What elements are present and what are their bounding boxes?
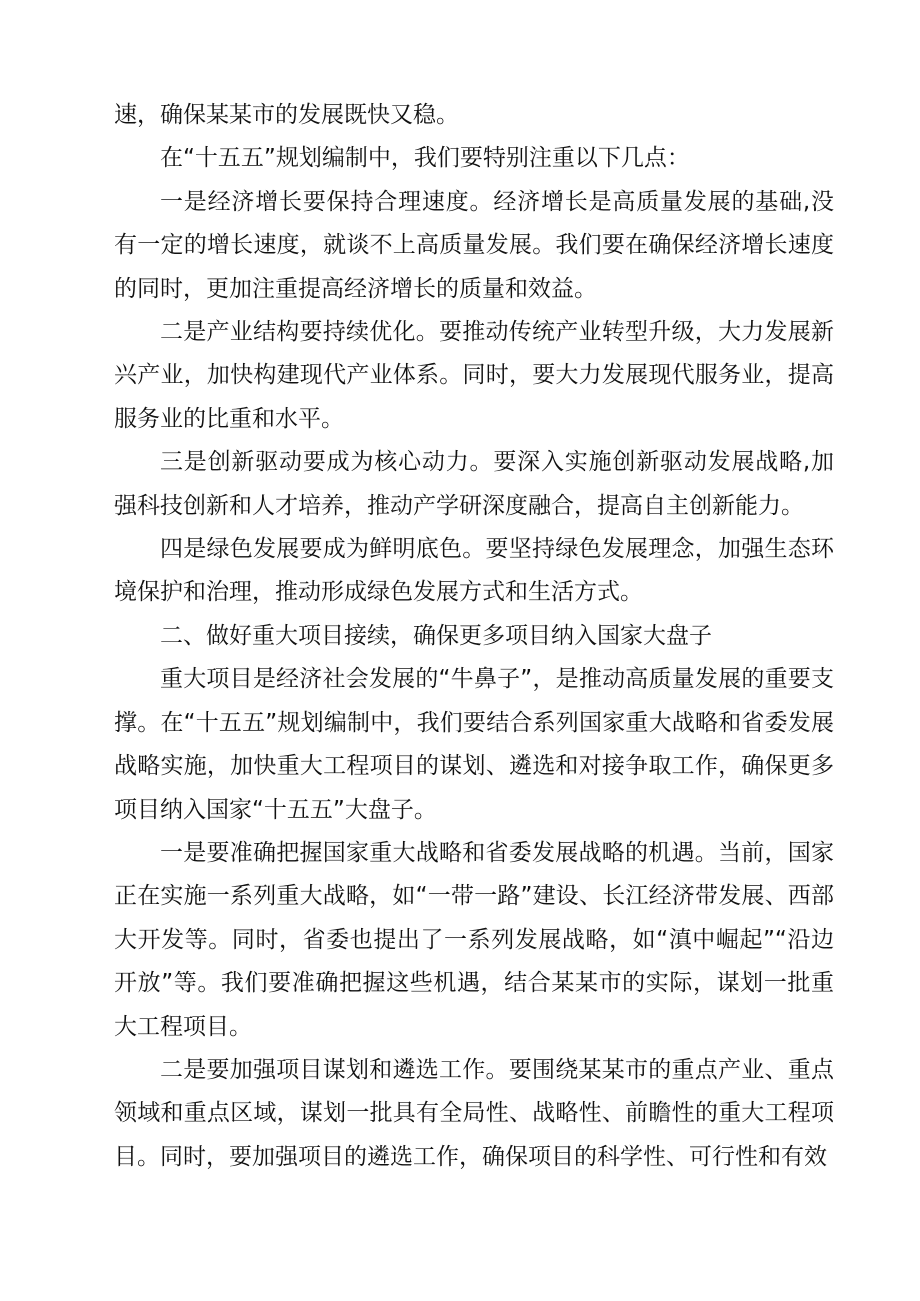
document-body bbox=[114, 94, 834, 1179]
paragraph-8: 重大项目是经济社会发展的“牛鼻子”，是推动高质量发展的重要支撑。在“十五五”规划编制中，我们要结合系列国家重大战略和省委发展战略实施，加快重大工程项目的谋划、遴选和对接争取工作，确保更多项目纳入国家“十五五”大盘子。 bbox=[114, 666, 834, 823]
paragraph-2: 在“十五五”规划编制中，我们要特别注重以下几点： bbox=[160, 145, 690, 172]
paragraph-9: 一是要准确把握国家重大战略和省委发展战略的机遇。当前，国家正在实施一系列重大战略，如“一带一路”建设、长江经济带发展、西部大开发等。同时，省委也提出了一系列发展战略，如“滇中崛起”“沿边开放”等。我们要准确把握这些机遇，结合某某市的实际，谋划一批重大工程项目。 bbox=[114, 839, 834, 1040]
paragraph-10: 二是要加强项目谋划和遴选工作。要围绕某某市的重点产业、重点领域和重点区域，谋划一批具有全局性、战略性、前瞻性的重大工程项目。同时，要加强项目的遴选工作，确保项目的科学性、可行性和有效 bbox=[114, 1056, 834, 1170]
paragraph-4: 二是产业结构要持续优化。要推动传统产业转型升级，大力发展新兴产业，加快构建现代产业体系。同时，要大力发展现代服务业，提高服务业的比重和水平。 bbox=[114, 319, 834, 432]
paragraph-1: 速，确保某某市的发展既快又稳。 bbox=[114, 102, 459, 128]
paragraph-3: 一是经济增长要保持合理速度。经济增长是高质量发展的基础,没有一定的增长速度，就谈不上高质量发展。我们要在确保经济增长速度的同时，更加注重提高经济增长的质量和效益。 bbox=[114, 188, 834, 302]
paragraph-5: 三是创新驱动要成为核心动力。要深入实施创新驱动发展战略,加强科技创新和人才培养，推动产学研深度融合，提高自主创新能力。 bbox=[114, 449, 834, 519]
paragraph-6: 四是绿色发展要成为鲜明底色。要坚持绿色发展理念，加强生态环境保护和治理，推动形成绿色发展方式和生活方式。 bbox=[114, 536, 834, 606]
section-heading: 二、做好重大项目接续，确保更多项目纳入国家大盘子 bbox=[160, 622, 712, 649]
